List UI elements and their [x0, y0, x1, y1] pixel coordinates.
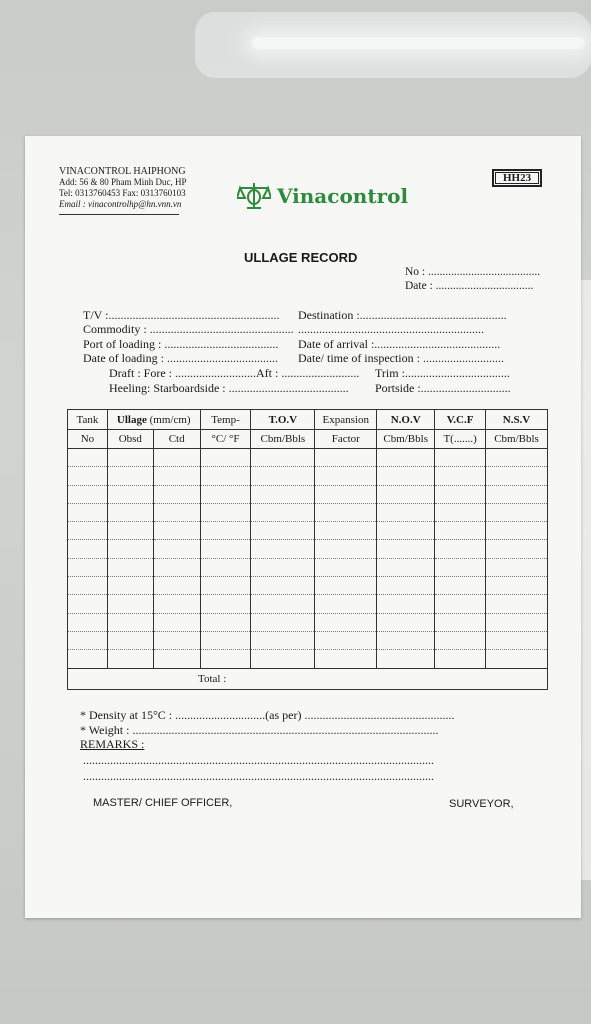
remarks-line-2: ..................................................................................................................... [83, 769, 434, 783]
form-title: ULLAGE RECORD [244, 250, 358, 265]
tv-field: T/V :......................................................... [83, 308, 280, 322]
table-row [68, 595, 548, 613]
table-cell [68, 449, 108, 467]
table-cell [315, 613, 377, 631]
table-cell [251, 650, 315, 668]
table-cell [251, 558, 315, 576]
table-cell [107, 558, 153, 576]
table-cell [107, 540, 153, 558]
table-row [68, 577, 548, 595]
table-cell [486, 449, 548, 467]
sub-vcf-unit: T(.......) [435, 430, 486, 449]
table-cell [486, 503, 548, 521]
col-ullage-label: Ullage [116, 413, 147, 426]
table-cell [315, 540, 377, 558]
master-signature-label: MASTER/ CHIEF OFFICER, [93, 797, 233, 809]
table-cell [251, 613, 315, 631]
col-temp: Temp- [200, 410, 251, 430]
table-cell [377, 613, 435, 631]
table-cell [315, 631, 377, 649]
table-cell [200, 631, 251, 649]
col-tov: T.O.V [251, 410, 315, 430]
table-cell [107, 577, 153, 595]
table-cell [251, 595, 315, 613]
table-row [68, 467, 548, 485]
table-cell [251, 522, 315, 540]
table-cell [486, 522, 548, 540]
heeling-field: Heeling: Starboardside : ........................................ [109, 381, 349, 395]
surveyor-signature-label: SURVEYOR, [449, 798, 514, 810]
table-cell [315, 595, 377, 613]
table-cell [153, 503, 200, 521]
table-row [68, 503, 548, 521]
table-cell [107, 650, 153, 668]
table-row [68, 485, 548, 503]
table-cell [486, 467, 548, 485]
col-vcf: V.C.F [435, 410, 486, 430]
table-cell [377, 595, 435, 613]
table-cell [435, 540, 486, 558]
commodity-field: Commodity : ................................................ [83, 322, 294, 336]
destination-field: Destination :................................................. [298, 308, 507, 322]
company-address: Add: 56 & 80 Pham Minh Duc, HP [59, 177, 187, 187]
col-ullage-unit: (mm/cm) [149, 413, 191, 426]
table-cell [315, 485, 377, 503]
table-cell [107, 467, 153, 485]
col-expansion: Expansion [315, 410, 377, 430]
table-cell [486, 595, 548, 613]
ullage-table [67, 409, 548, 690]
table-cell [153, 595, 200, 613]
table-row [68, 558, 548, 576]
table-cell [68, 467, 108, 485]
table-cell [68, 595, 108, 613]
table-cell [377, 522, 435, 540]
table-cell [435, 613, 486, 631]
table-cell [486, 577, 548, 595]
table-row [68, 540, 548, 558]
table-cell [377, 631, 435, 649]
no-field: No : ....................................... [405, 266, 541, 278]
table-cell [435, 650, 486, 668]
table-cell [153, 558, 200, 576]
table-cell [315, 467, 377, 485]
table-cell [107, 613, 153, 631]
table-cell [435, 467, 486, 485]
table-cell [200, 467, 251, 485]
table-cell [377, 485, 435, 503]
table-cell [200, 558, 251, 576]
company-phone: Tel: 0313760453 Fax: 0313760103 [59, 188, 186, 198]
density-field: * Density at 15°C : ..............................(as per) .................................................. [80, 708, 455, 722]
table-cell [200, 613, 251, 631]
scale-icon [237, 180, 271, 212]
table-cell [486, 613, 548, 631]
table-cell [107, 595, 153, 613]
table-cell [486, 631, 548, 649]
table-cell [377, 449, 435, 467]
table-cell [377, 650, 435, 668]
table-row [68, 522, 548, 540]
trim-field: Trim :................................... [375, 366, 510, 380]
company-underline [59, 214, 179, 215]
table-row [68, 631, 548, 649]
table-cell [68, 485, 108, 503]
table-cell [315, 650, 377, 668]
company-block [59, 166, 187, 215]
col-tank: Tank [68, 410, 108, 430]
sub-nov-unit: Cbm/Bbls [377, 430, 435, 449]
light-reflection [252, 37, 585, 49]
table-cell [486, 485, 548, 503]
table-cell [68, 613, 108, 631]
total-row [68, 668, 548, 689]
draft-field: Draft : Fore : ...........................Aft : .......................... [109, 366, 360, 380]
table-cell [153, 577, 200, 595]
table-cell [435, 522, 486, 540]
table-cell [68, 522, 108, 540]
table-cell [200, 650, 251, 668]
table-cell [251, 503, 315, 521]
table-cell [251, 540, 315, 558]
table-row [68, 449, 548, 467]
table-cell [153, 540, 200, 558]
table-cell [315, 577, 377, 595]
table-cell [486, 558, 548, 576]
table-cell [200, 449, 251, 467]
sub-temp-unit: °C/ °F [200, 430, 251, 449]
table-cell [107, 522, 153, 540]
table-row [68, 613, 548, 631]
col-ullage [107, 410, 200, 430]
table-cell [153, 467, 200, 485]
table-cell [486, 650, 548, 668]
date-time-inspection-field: Date/ time of inspection : ........................... [298, 351, 504, 365]
table-cell [435, 631, 486, 649]
form-code: HH23 [492, 169, 542, 187]
remarks-label: REMARKS : [80, 737, 145, 751]
remarks-line-1: ..................................................................................................................... [83, 753, 434, 767]
ullage-record-form [25, 136, 581, 918]
table-cell [68, 503, 108, 521]
table-cell [200, 540, 251, 558]
company-name: VINACONTROL HAIPHONG [59, 166, 186, 177]
table-cell [68, 577, 108, 595]
table-cell [68, 650, 108, 668]
table-cell [315, 558, 377, 576]
table-cell [200, 485, 251, 503]
table-cell [251, 577, 315, 595]
table-cell [153, 613, 200, 631]
table-cell [435, 577, 486, 595]
table-cell [486, 540, 548, 558]
table-cell [377, 577, 435, 595]
col-nov: N.O.V [377, 410, 435, 430]
date-of-arrival-field: Date of arrival :.......................................... [298, 337, 501, 351]
col-nsv: N.S.V [486, 410, 548, 430]
table-cell [435, 485, 486, 503]
table-cell [153, 449, 200, 467]
table-cell [107, 485, 153, 503]
table-cell [153, 485, 200, 503]
table-cell [435, 595, 486, 613]
table-cell [107, 631, 153, 649]
table-cell [251, 631, 315, 649]
table-cell [68, 558, 108, 576]
table-cell [435, 558, 486, 576]
weight-field: * Weight : ...................................................................................................... [80, 723, 439, 737]
sub-factor: Factor [315, 430, 377, 449]
table-cell [68, 540, 108, 558]
table-cell [251, 485, 315, 503]
table-cell [315, 449, 377, 467]
company-email: Email : vinacontrolhp@hn.vnn.vn [59, 199, 182, 209]
table-cell [200, 595, 251, 613]
table-cell [377, 558, 435, 576]
table-cell [68, 631, 108, 649]
total-label: Total : [198, 672, 227, 685]
table-cell [315, 522, 377, 540]
vinacontrol-logo [237, 180, 408, 212]
table-row [68, 650, 548, 668]
table-cell [251, 449, 315, 467]
logo-text: Vinacontrol [277, 184, 409, 208]
table-cell [200, 503, 251, 521]
table-cell [377, 503, 435, 521]
table-cell [377, 467, 435, 485]
port-of-loading-field: Port of loading : ...................................... [83, 337, 279, 351]
table-cell [200, 522, 251, 540]
table-cell [107, 449, 153, 467]
table-cell [435, 449, 486, 467]
table-cell [153, 650, 200, 668]
commodity-field-cont: .............................................................. [298, 322, 484, 336]
table-cell [435, 503, 486, 521]
table-cell [200, 577, 251, 595]
date-of-loading-field: Date of loading : ..................................... [83, 351, 278, 365]
sub-ctd: Ctd [153, 430, 200, 449]
table-cell [107, 503, 153, 521]
sub-no: No [68, 430, 108, 449]
date-field: Date : .................................. [405, 280, 534, 292]
table-cell [377, 540, 435, 558]
table-cell [315, 503, 377, 521]
table-cell [153, 631, 200, 649]
portside-field: Portside :.............................. [375, 381, 511, 395]
sub-nsv-unit: Cbm/Bbls [486, 430, 548, 449]
sub-obsd: Obsd [107, 430, 153, 449]
table-cell [251, 467, 315, 485]
table-cell [153, 522, 200, 540]
sub-tov-unit: Cbm/Bbls [251, 430, 315, 449]
